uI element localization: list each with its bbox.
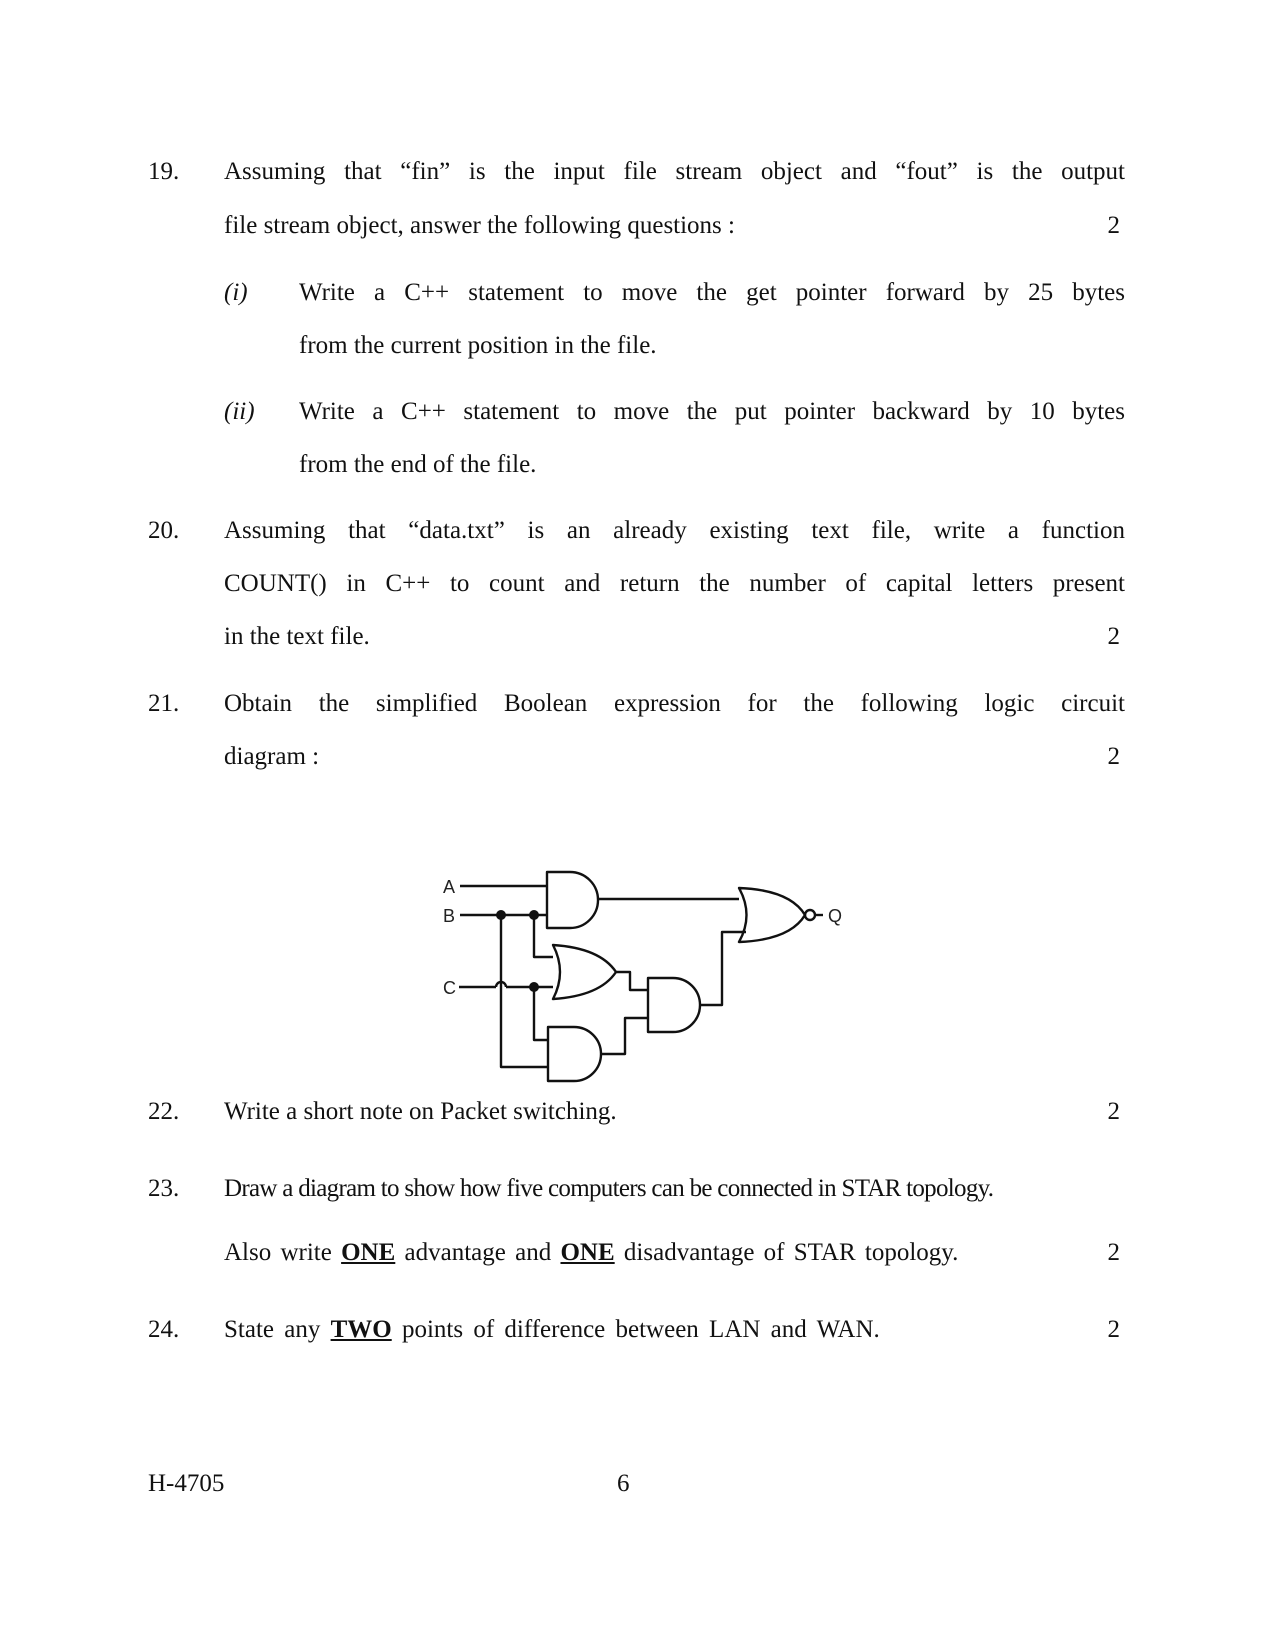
question-number: 20. (148, 517, 180, 544)
junction-dot (529, 982, 539, 992)
or-gate-1 (553, 945, 616, 999)
question-text: Obtain the simplified Boolean expression for the following logic circuit (224, 690, 1125, 717)
subpart-label: (ii) (224, 398, 255, 425)
emphasis-one: ONE (560, 1239, 615, 1266)
inversion-bubble (805, 910, 815, 920)
wire-b-to-and3 (501, 915, 548, 1067)
and-gate-3 (548, 1027, 601, 1081)
junction-dot (496, 910, 506, 920)
question-number: 22. (148, 1098, 180, 1125)
question-marks: 2 (1107, 1239, 1120, 1266)
or-gate-2 (739, 888, 805, 942)
subpart-text: Write a C++ statement to move the put pointer backward by 10 bytes (299, 398, 1125, 425)
question-text: Also write ONE advantage and ONE disadvantage of STAR topology. (224, 1239, 959, 1266)
question-text: Assuming that “data.txt” is an already existing text file, write a function (224, 517, 1125, 544)
emphasis-two: TWO (330, 1316, 392, 1343)
and-gate-2 (648, 978, 700, 1032)
subpart-text: from the current position in the file. (299, 332, 657, 359)
question-number: 19. (148, 158, 180, 185)
question-text: State any TWO points of difference between LAN and WAN. (224, 1316, 880, 1343)
question-text: in the text file. (224, 623, 370, 650)
question-marks: 2 (1107, 1316, 1120, 1343)
wire-or1-to-and2 (616, 972, 648, 990)
wire-c-to-and3 (534, 987, 548, 1040)
logic-circuit-diagram (432, 868, 852, 1088)
subpart-label: (i) (224, 279, 248, 306)
wire-b-to-or1 (534, 915, 553, 957)
question-text: diagram : (224, 743, 320, 770)
question-number: 21. (148, 690, 180, 717)
input-label-c: C (443, 978, 456, 998)
output-label-q: Q (828, 906, 843, 926)
question-text: Draw a diagram to show how five computers can be connected in STAR topology. (224, 1175, 994, 1202)
question-marks: 2 (1107, 212, 1120, 239)
question-text: Assuming that “fin” is the input file stream object and “fout” is the output (224, 158, 1125, 185)
emphasis-one: ONE (341, 1239, 396, 1266)
subpart-text: from the end of the file. (299, 451, 537, 478)
junction-dot (529, 910, 539, 920)
question-number: 23. (148, 1175, 180, 1202)
subpart-text: Write a C++ statement to move the get pointer forward by 25 bytes (299, 279, 1125, 306)
paper-code: H-4705 (148, 1470, 225, 1497)
page-number: 6 (617, 1470, 630, 1497)
input-label-a: A (443, 877, 456, 897)
question-marks: 2 (1107, 1098, 1120, 1125)
question-text: Write a short note on Packet switching. (224, 1098, 617, 1125)
question-text: COUNT() in C++ to count and return the number of capital letters present (224, 570, 1125, 597)
wire-and3-to-and2 (601, 1018, 648, 1054)
question-text: file stream object, answer the following questions : (224, 212, 735, 239)
question-number: 24. (148, 1316, 180, 1343)
input-label-b: B (443, 906, 456, 926)
question-marks: 2 (1107, 743, 1120, 770)
and-gate-1 (547, 872, 598, 928)
question-marks: 2 (1107, 623, 1120, 650)
